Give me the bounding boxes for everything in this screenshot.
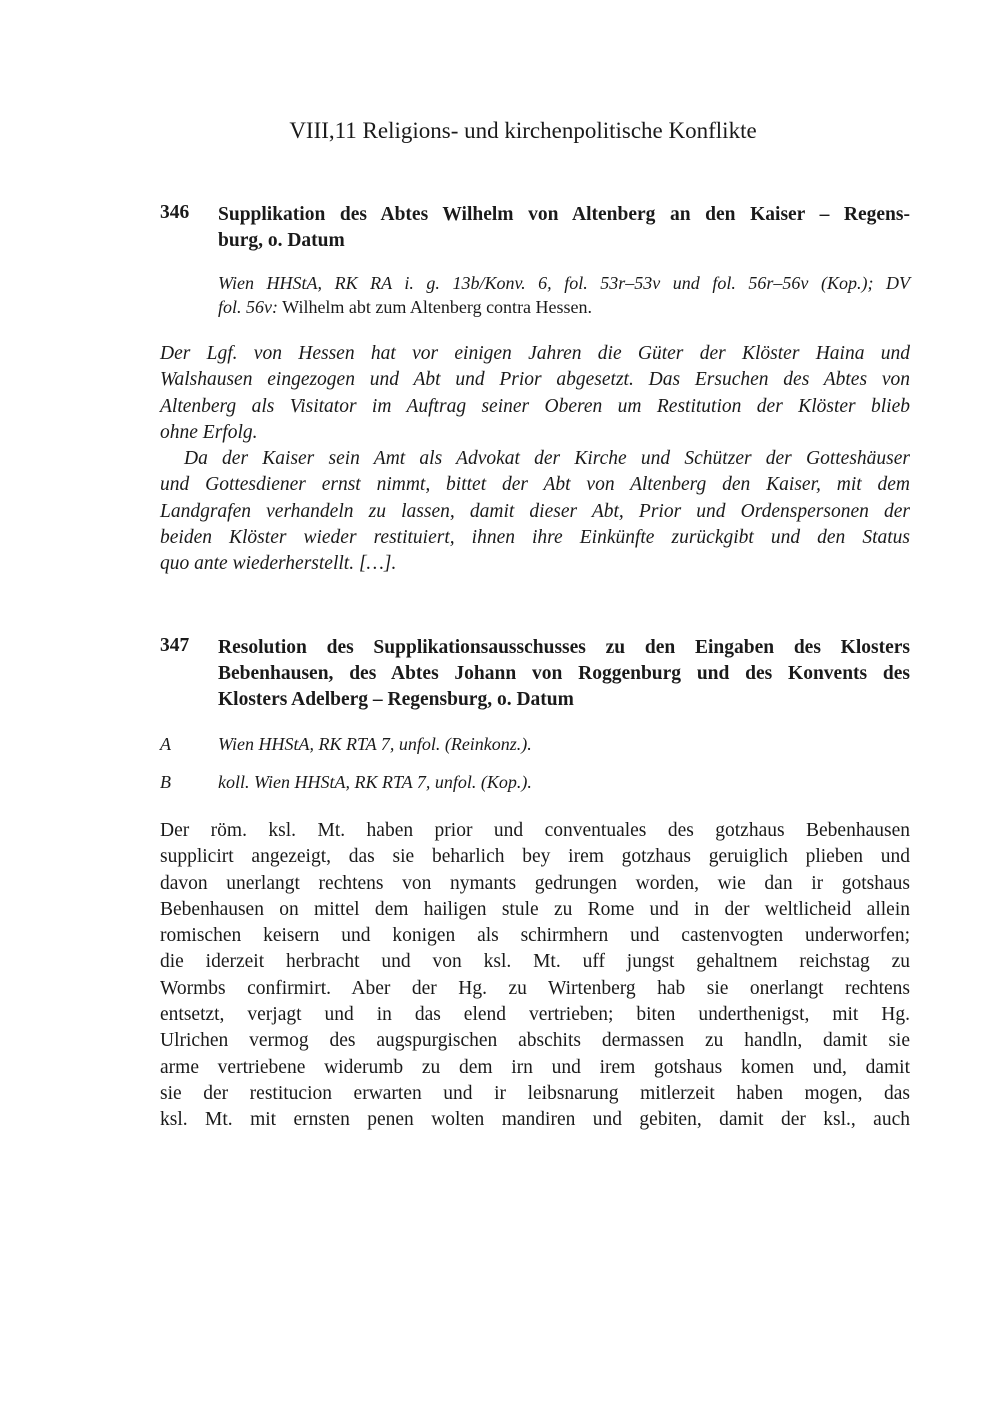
regest-line: und Gottesdiener ernst nimmt, bittet der Abt von Altenberg den Kaiser, mit dem — [160, 474, 910, 496]
source-note-346 — [218, 271, 910, 319]
body-line: davon unerlangt rechtens von nymants gedrungen worden, wie dan ir gotshaus — [160, 872, 910, 894]
body-line: Wormbs confirmirt. Aber der Hg. zu Wirtenberg hab sie onerlangt rechtens — [160, 977, 910, 999]
title-line: Resolution des Supplikationsausschusses zu den Eingaben des Klosters — [218, 637, 910, 658]
source-text-a: Wien HHStA, RK RTA 7, unfol. (Reinkonz.). — [218, 734, 532, 754]
body-line: Ulrichen vermog des augspurgischen abschits dermassen zu handln, damit sie — [160, 1030, 910, 1052]
regest-line: ohne Erfolg. — [160, 421, 258, 443]
title-line: burg, o. Datum — [218, 230, 345, 251]
regest-line: Walshausen eingezogen und Abt und Prior abgesetzt. Das Ersuchen des Abtes von — [160, 369, 910, 391]
body-line: ksl. Mt. mit ernsten penen wolten mandiren und gebiten, damit der ksl., auch — [160, 1109, 910, 1131]
source-siglum-a: A — [160, 734, 171, 754]
body-line: sie der restitucion erwarten und ir leibsnarung mitlerzeit haben mogen, das — [160, 1082, 910, 1104]
regest-line: Landgrafen verhandeln zu lassen, damit dieser Abt, Prior und Ordenspersonen der — [160, 500, 910, 522]
body-line: arme vertriebene widerumb zu dem irn und irem gotshaus komen und, damit — [160, 1056, 910, 1078]
regest-346 — [160, 341, 910, 578]
document-title-347 — [218, 635, 910, 713]
document-title-346 — [218, 202, 910, 254]
body-line: Bebenhausen on mittel dem hailigen stule zu Rome und in der weltlicheid allein — [160, 898, 910, 920]
document-number-347: 347 — [160, 635, 190, 656]
title-line: Klosters Adelberg – Regensburg, o. Datum — [218, 689, 574, 710]
source-siglum-b: B — [160, 772, 171, 792]
regest-line: Der Lgf. von Hessen hat vor einigen Jahren die Güter der Klöster Haina und — [160, 343, 910, 364]
document-body-347 — [160, 818, 910, 1134]
title-line: Supplikation des Abtes Wilhelm von Altenberg an den Kaiser – Regens- — [218, 204, 910, 225]
body-line: entsetzt, verjagt und in das elend vertrieben; biten underthenigst, mit Hg. — [160, 1004, 910, 1026]
body-line: die iderzeit herbracht und von ksl. Mt. uff jungst gehaltnem reichstag zu — [160, 951, 910, 973]
source-folio: fol. 56v: — [218, 297, 278, 317]
source-text-b: koll. Wien HHStA, RK RTA 7, unfol. (Kop.). — [218, 772, 532, 792]
source-line: Wien HHStA, RK RA i. g. 13b/Konv. 6, fol. 53r–53v und fol. 56r–56v (Kop.); DV — [218, 273, 910, 293]
body-line: romischen keisern und konigen als schirmhern und castenvogten underworfen; — [160, 925, 910, 947]
dorsal-note: Wilhelm abt zum Altenberg contra Hessen. — [278, 297, 593, 317]
document-number-346: 346 — [160, 202, 190, 223]
title-line: Bebenhausen, des Abtes Johann von Roggenburg und des Konvents des — [218, 663, 910, 684]
regest-line: quo ante wiederherstellt. […]. — [160, 553, 397, 575]
regest-line: Altenberg als Visitator im Auftrag seiner Oberen um Restitution der Klöster blieb — [160, 395, 910, 417]
regest-line: Da der Kaiser sein Amt als Advokat der Kirche und Schützer der Gotteshäuser — [184, 448, 910, 470]
body-line: supplicirt angezeigt, das sie beharlich bey irem gotzhaus geruiglich plieben und — [160, 846, 910, 868]
regest-line: beiden Klöster wieder restituiert, ihnen ihre Einkünfte zurückgibt und den Status — [160, 527, 910, 549]
body-line: Der röm. ksl. Mt. haben prior und conventuales des gotzhaus Bebenhausen — [160, 820, 910, 841]
running-header: VIII,11 Religions- und kirchenpolitische Konflikte — [289, 118, 757, 143]
